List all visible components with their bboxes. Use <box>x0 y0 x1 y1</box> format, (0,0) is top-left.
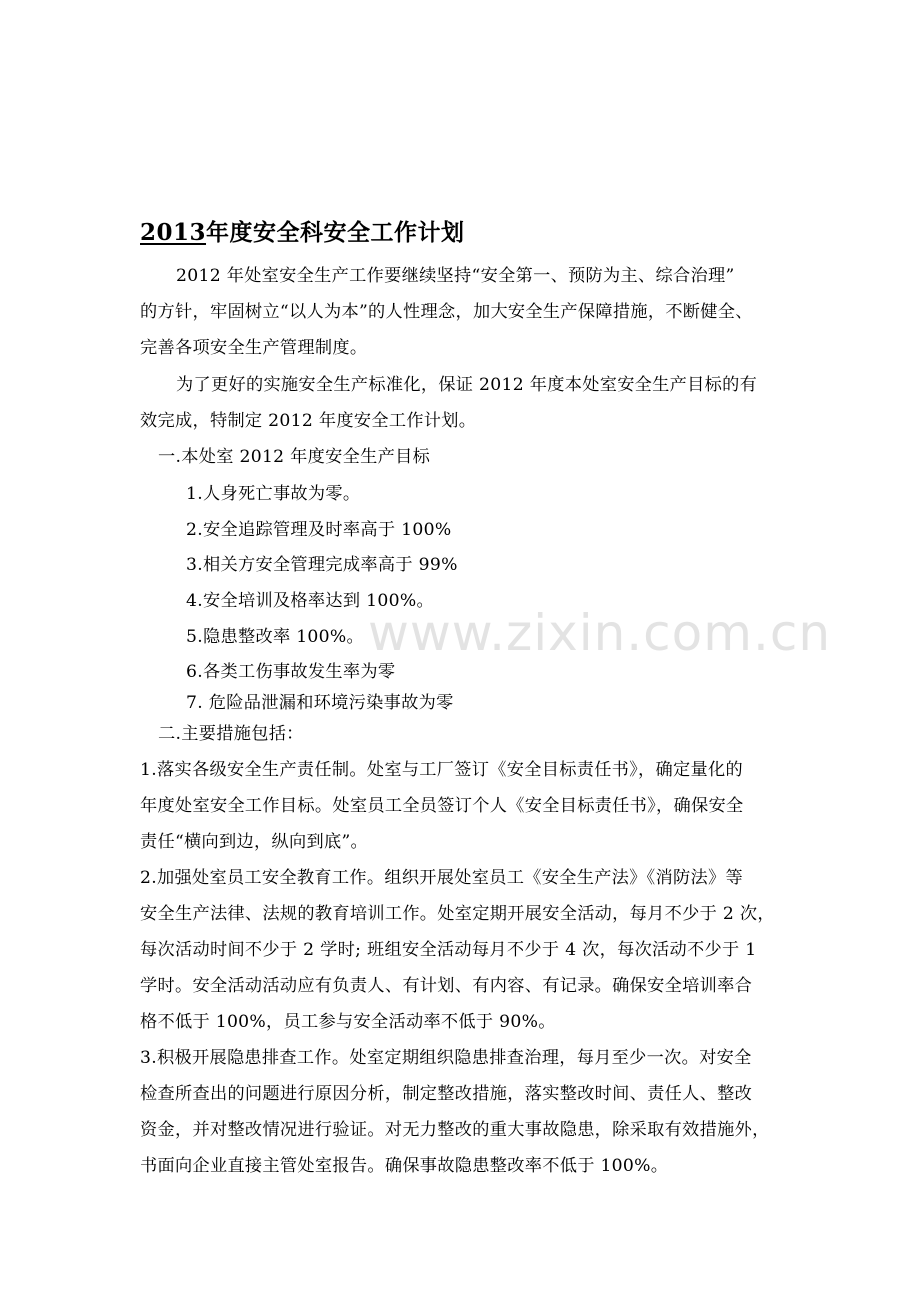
goal-item: 6.各类工伤事故发生率为零 <box>186 662 396 682</box>
measure2-line: 安全生产法律、法规的教育培训工作。处室定期开展安全活动，每月不少于 2 次， <box>140 904 775 924</box>
measure3-line: 资金，并对整改情况进行验证。对无力整改的重大事故隐患，除采取有效措施外， <box>140 1120 770 1140</box>
section1-heading: 一.本处室 2012 年度安全生产目标 <box>158 447 431 467</box>
intro-line: 2012 年处室安全生产工作要继续坚持“安全第一、预防为主、综合治理” <box>176 266 735 286</box>
purpose-line: 效完成，特制定 2012 年度安全工作计划。 <box>140 411 477 431</box>
purpose-line: 为了更好的实施安全生产标准化，保证 2012 年度本处室安全生产目标的有 <box>176 375 758 395</box>
measure2-line: 每次活动时间不少于 2 学时; 班组安全活动每月不少于 4 次，每次活动不少于 1 <box>140 940 757 960</box>
measure3-line: 书面向企业直接主管处室报告。确保事故隐患整改率不低于 100%。 <box>140 1156 669 1176</box>
measure3-line: 3.积极开展隐患排查工作。处室定期组织隐患排查治理，每月至少一次。对安全 <box>140 1048 752 1068</box>
watermark: www.zixin.com.cn <box>368 604 832 662</box>
section2-heading: 二.主要措施包括： <box>158 724 304 744</box>
goal-item: 3.相关方安全管理完成率高于 99% <box>186 555 458 575</box>
intro-line: 的方针，牢固树立“以人为本”的人性理念，加大安全生产保障措施，不断健全、 <box>140 302 753 322</box>
goal-item: 1.人身死亡事故为零。 <box>186 484 361 504</box>
measure2-line: 格不低于 100%，员工参与安全活动率不低于 90%。 <box>140 1012 556 1032</box>
intro-line: 完善各项安全生产管理制度。 <box>140 338 368 358</box>
measure2-line: 学时。安全活动活动应有负责人、有计划、有内容、有记录。确保安全培训率合 <box>140 976 753 996</box>
title-text: 年度安全科安全工作计划 <box>206 219 465 246</box>
page-title <box>140 214 465 247</box>
goal-item: 2.安全追踪管理及时率高于 100% <box>186 520 452 540</box>
measure1-line: 1.落实各级安全生产责任制。处室与工厂签订《安全目标责任书》，确定量化的 <box>140 760 743 780</box>
goal-item: 7. 危险品泄漏和环境污染事故为零 <box>186 693 454 713</box>
goal-item: 5.隐患整改率 100%。 <box>186 627 365 647</box>
measure2-line: 2.加强处室员工安全教育工作。组织开展处室员工《安全生产法》《消防法》等 <box>140 868 743 888</box>
measure3-line: 检查所查出的问题进行原因分析，制定整改措施，落实整改时间、责任人、整改 <box>140 1084 753 1104</box>
measure1-line: 年度处室安全工作目标。处室员工全员签订个人《安全目标责任书》，确保安全 <box>140 796 744 816</box>
goal-item: 4.安全培训及格率达到 100%。 <box>186 591 434 611</box>
measure1-line: 责任“横向到边，纵向到底”。 <box>140 832 369 852</box>
title-year: 2013 <box>140 219 207 246</box>
